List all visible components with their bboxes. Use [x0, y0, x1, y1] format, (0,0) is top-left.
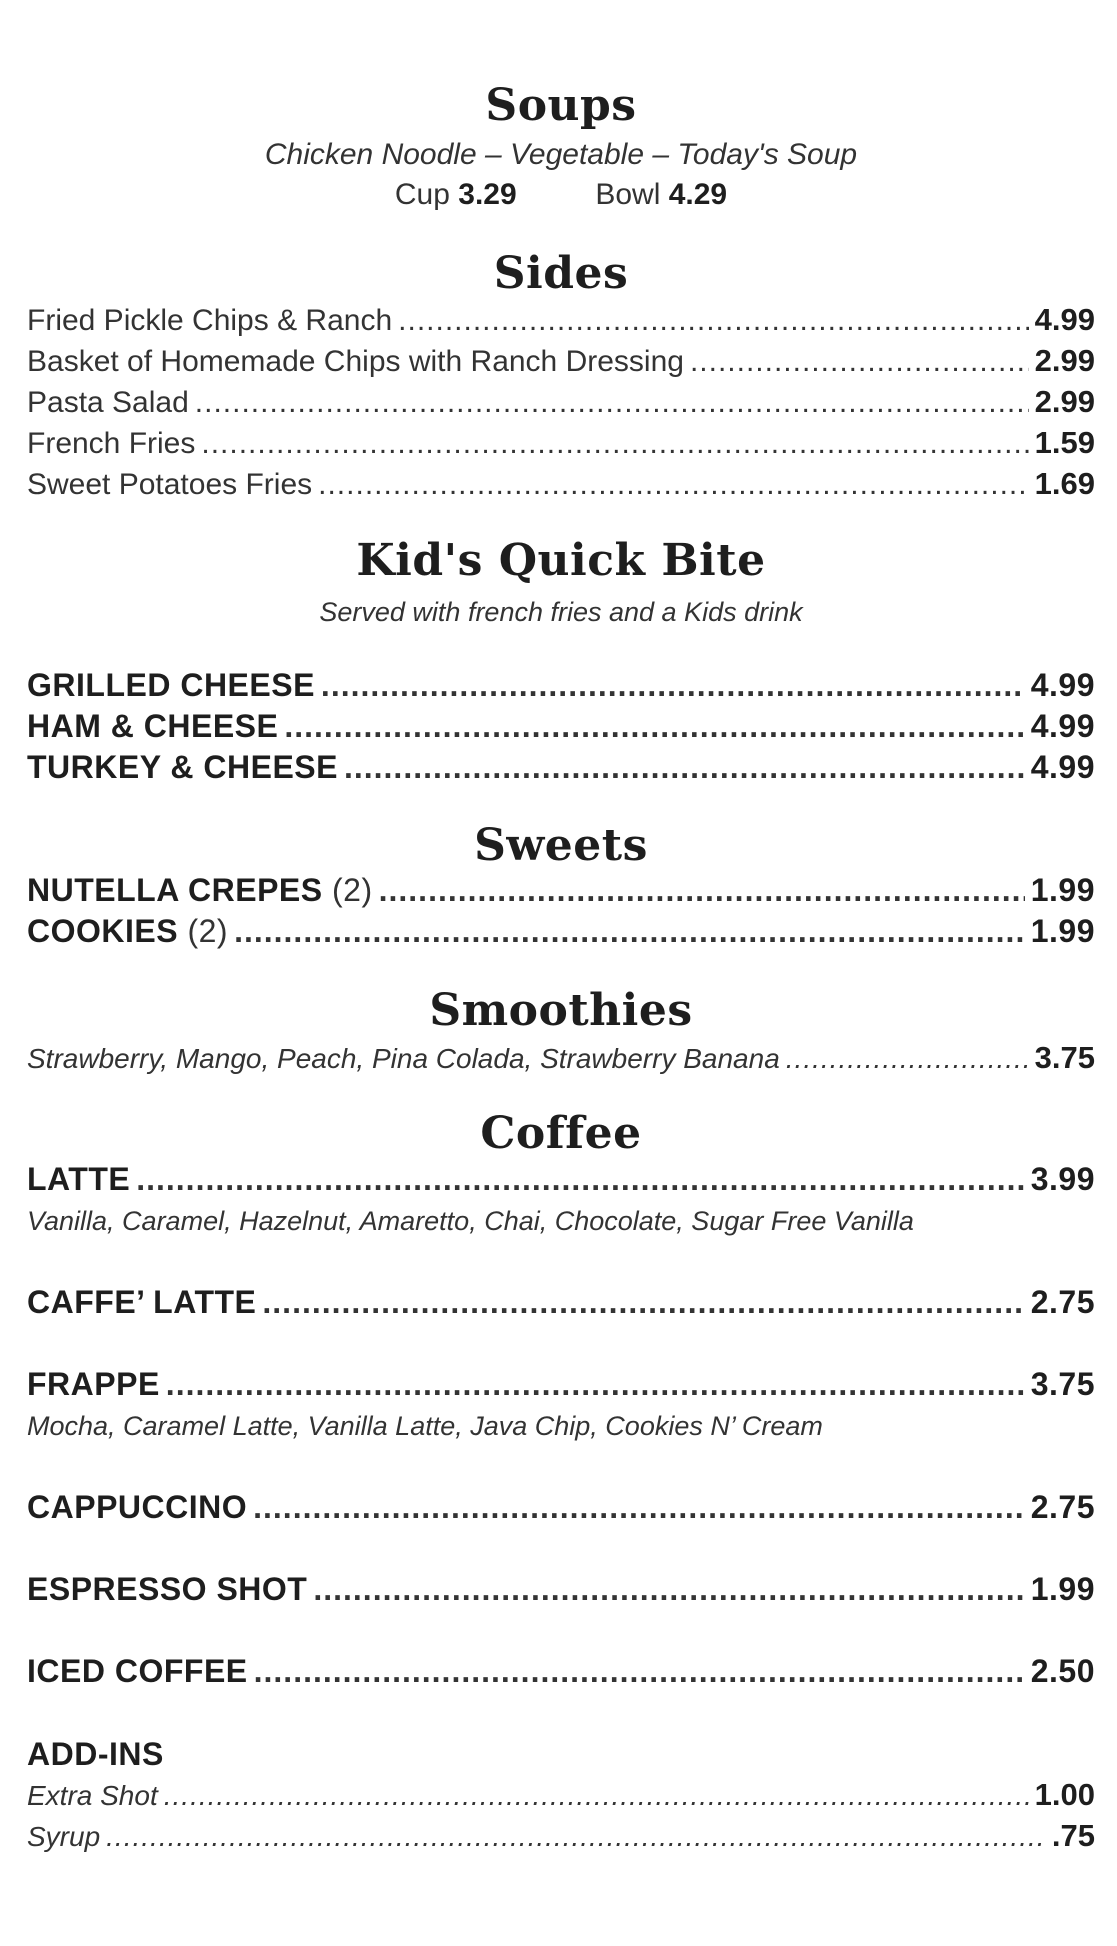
item-price: 1.59 — [1034, 425, 1095, 460]
menu-item — [27, 1571, 1095, 1611]
item-name: CAFFE’ LATTE — [27, 1284, 257, 1320]
dot-leader — [284, 708, 1024, 745]
dot-leader — [254, 1653, 1025, 1690]
menu-item — [27, 1161, 1095, 1201]
item-price: 2.75 — [1030, 1284, 1095, 1320]
item-name: TURKEY & CHEESE — [27, 749, 338, 785]
menu-item — [27, 343, 1095, 383]
menu-item — [27, 302, 1095, 342]
sides-heading: Sides — [493, 248, 629, 299]
item-price: 4.99 — [1030, 749, 1095, 785]
item-price: 1.99 — [1030, 872, 1095, 908]
menu-item — [27, 1777, 1095, 1817]
dot-leader — [234, 913, 1025, 950]
item-price: 2.99 — [1034, 384, 1095, 419]
item-price: 4.99 — [1030, 667, 1095, 703]
smoothies-heading: Smoothies — [429, 985, 693, 1036]
sweets-heading: Sweets — [474, 820, 648, 871]
soups-prices — [27, 178, 1095, 212]
dot-leader — [379, 872, 1025, 909]
bowl-label: Bowl — [595, 178, 661, 211]
item-title: COOKIES — [27, 913, 179, 949]
menu-item — [27, 749, 1095, 789]
item-qty: (2) — [187, 913, 229, 949]
item-price: 1.69 — [1034, 466, 1095, 501]
item-name — [27, 913, 228, 950]
menu-item — [27, 1040, 1095, 1080]
menu-item — [27, 872, 1095, 912]
dot-leader — [690, 345, 1029, 379]
menu-item — [27, 384, 1095, 424]
dot-leader — [786, 1043, 1029, 1075]
dot-leader — [195, 386, 1029, 420]
menu-item — [27, 1366, 1095, 1406]
item-price: 1.00 — [1034, 1777, 1095, 1812]
item-price: 1.99 — [1030, 913, 1095, 949]
menu-item — [27, 1818, 1095, 1858]
dot-leader — [166, 1366, 1025, 1403]
item-name — [27, 872, 373, 909]
item-name: Pasta Salad — [27, 386, 189, 419]
item-price: 3.75 — [1030, 1366, 1095, 1402]
item-name: Strawberry, Mango, Peach, Pina Colada, Strawberry Banana — [27, 1043, 780, 1074]
item-name: French Fries — [27, 427, 196, 460]
item-name: CAPPUCCINO — [27, 1489, 248, 1525]
dot-leader — [313, 1571, 1024, 1608]
soups-varieties: Chicken Noodle – Vegetable – Today's Soup — [264, 138, 858, 171]
item-price: .75 — [1051, 1818, 1095, 1853]
item-name: LATTE — [27, 1161, 131, 1197]
item-name: HAM & CHEESE — [27, 708, 279, 744]
item-name: Sweet Potatoes Fries — [27, 468, 313, 501]
item-name: ESPRESSO SHOT — [27, 1571, 308, 1607]
frappe-options: Mocha, Caramel Latte, Vanilla Latte, Java Chip, Cookies N’ Cream — [27, 1411, 823, 1441]
soups-heading: Soups — [485, 80, 637, 131]
cup-price: 3.29 — [458, 178, 517, 211]
menu-item — [27, 1489, 1095, 1529]
dot-leader — [106, 1821, 1046, 1853]
dot-leader — [262, 1284, 1024, 1321]
kids-heading: Kid's Quick Bite — [356, 535, 766, 586]
menu-item — [27, 425, 1095, 465]
item-name: FRAPPE — [27, 1366, 160, 1402]
dot-leader — [136, 1161, 1025, 1198]
menu-item — [27, 1284, 1095, 1324]
item-name: ICED COFFEE — [27, 1653, 248, 1689]
bowl-price: 4.29 — [668, 178, 728, 211]
kids-subtitle: Served with french fries and a Kids drink — [319, 597, 803, 627]
item-name: Extra Shot — [27, 1780, 158, 1811]
menu-item — [27, 708, 1095, 748]
coffee-heading: Coffee — [480, 1108, 642, 1159]
cup-label: Cup — [394, 178, 450, 211]
dot-leader — [201, 427, 1028, 461]
dot-leader — [318, 468, 1029, 502]
latte-options: Vanilla, Caramel, Hazelnut, Amaretto, Chai, Chocolate, Sugar Free Vanilla — [27, 1206, 914, 1236]
addins-label: ADD-INS — [27, 1736, 164, 1772]
item-name: Basket of Homemade Chips with Ranch Dressing — [27, 345, 684, 378]
menu-item — [27, 1653, 1095, 1693]
item-name: GRILLED CHEESE — [27, 667, 315, 703]
dot-leader — [253, 1489, 1025, 1526]
dot-leader — [398, 304, 1029, 338]
menu-item — [27, 667, 1095, 707]
item-price: 2.50 — [1030, 1653, 1095, 1689]
item-qty: (2) — [332, 872, 373, 908]
item-price: 3.99 — [1030, 1161, 1095, 1197]
item-title: NUTELLA CREPES — [27, 872, 323, 908]
menu-item — [27, 913, 1095, 953]
item-price: 4.99 — [1030, 708, 1095, 744]
item-price: 2.75 — [1030, 1489, 1095, 1525]
item-price: 1.99 — [1030, 1571, 1095, 1607]
item-name: Fried Pickle Chips & Ranch — [27, 304, 393, 337]
item-price: 4.99 — [1034, 302, 1095, 337]
item-name: Syrup — [27, 1821, 101, 1852]
item-price: 3.75 — [1034, 1040, 1095, 1075]
dot-leader — [344, 749, 1025, 786]
menu-item — [27, 466, 1095, 506]
dot-leader — [321, 667, 1025, 704]
menu-page — [27, 0, 1095, 1946]
item-price: 2.99 — [1034, 343, 1095, 378]
dot-leader — [164, 1780, 1029, 1812]
